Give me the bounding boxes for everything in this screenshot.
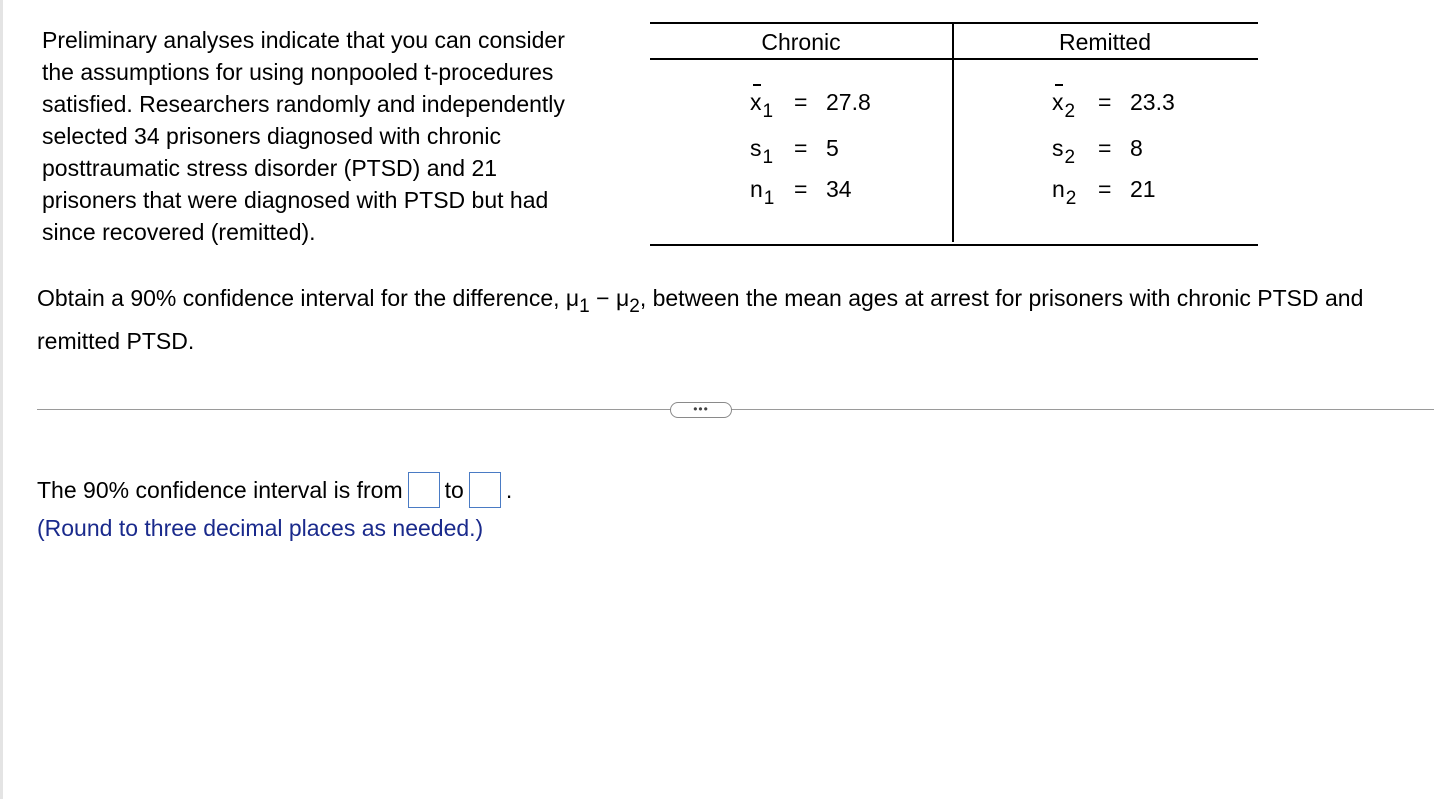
stat-row-n-2 — [1052, 175, 1222, 209]
stat-value: 8 — [1130, 135, 1143, 161]
stat-value: 21 — [1130, 176, 1156, 202]
stat-row-mean-1 — [750, 88, 910, 122]
equals-sign: = — [1098, 89, 1112, 115]
column-divider — [952, 24, 954, 242]
equals-sign: = — [1098, 135, 1112, 161]
question-text: Obtain a 90% confidence interval for the difference, $\mu_1 - \mu_2$, between the mean ages at arrest for prisoners with chronic PTSD and remitted PTSD. — [37, 285, 1364, 354]
intro-line: prisoners that were diagnosed with PTSD but had — [42, 187, 549, 213]
equals-sign: = — [794, 135, 808, 161]
upper-bound-input[interactable] — [469, 472, 501, 508]
stat-row-sd-1 — [750, 134, 910, 168]
symbol-x-bar-2: $x_2$ — [1052, 88, 1075, 119]
answer-prefix: The 90% confidence interval is from — [37, 477, 403, 503]
symbol-n-2: $n_2$ — [1052, 176, 1077, 209]
expand-more-button[interactable]: ••• — [670, 402, 732, 418]
stat-value: 27.8 — [826, 89, 871, 115]
intro-line: Preliminary analyses indicate that you can consider — [42, 27, 565, 53]
intro-line: satisfied. Researchers randomly and independently — [42, 91, 565, 117]
section-divider — [37, 409, 1434, 410]
rounding-hint: (Round to three decimal places as needed.) — [37, 515, 484, 541]
problem-intro — [42, 24, 642, 248]
stat-row-mean-2 — [1052, 88, 1222, 122]
symbol-n-1: $n_1$ — [750, 176, 775, 209]
intro-line: the assumptions for using nonpooled t-procedures — [42, 59, 554, 85]
equals-sign: = — [794, 176, 808, 202]
overbar — [1055, 84, 1063, 86]
stat-value: 34 — [826, 176, 852, 202]
answer-middle: to — [444, 477, 464, 503]
lower-bound-input[interactable] — [408, 472, 440, 508]
stat-row-n-1 — [750, 175, 910, 209]
answer-suffix: . — [505, 477, 513, 503]
column-header-chronic: Chronic — [761, 29, 841, 55]
stat-row-sd-2 — [1052, 134, 1222, 168]
symbol-x-bar-1: $x_1$ — [750, 88, 773, 119]
stat-value: 23.3 — [1130, 89, 1175, 115]
symbol-s-1: $s_1$ — [750, 135, 774, 168]
intro-line: posttraumatic stress disorder (PTSD) and 21 — [42, 155, 498, 181]
table-header-row — [650, 24, 1258, 60]
column-header-remitted: Remitted — [1058, 29, 1152, 55]
overbar — [753, 84, 761, 86]
answer-sentence — [37, 470, 512, 512]
left-edge-rule — [0, 0, 3, 799]
intro-line: selected 34 prisoners diagnosed with chronic — [42, 123, 501, 149]
equals-sign: = — [794, 89, 808, 115]
summary-statistics-table — [650, 22, 1258, 246]
symbol-s-2: $s_2$ — [1052, 135, 1076, 168]
equals-sign: = — [1098, 176, 1112, 202]
stat-value: 5 — [826, 135, 839, 161]
intro-line: since recovered (remitted). — [42, 219, 316, 245]
